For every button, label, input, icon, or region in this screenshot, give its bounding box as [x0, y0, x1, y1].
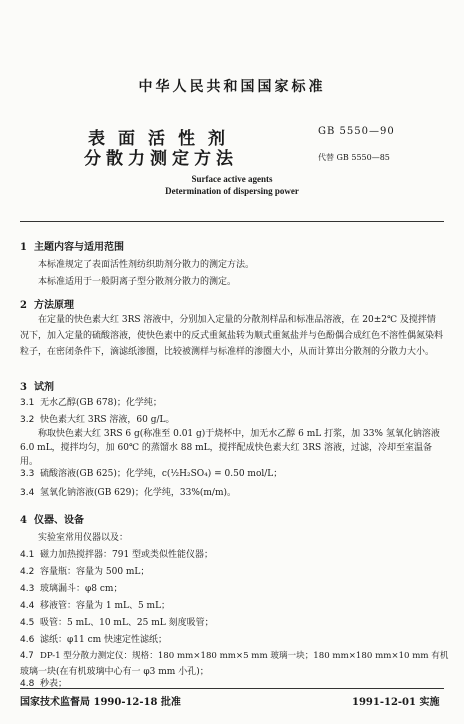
- list-item: [20, 649, 448, 661]
- item-number: 4.5: [20, 618, 35, 628]
- title-line-1: 表面活性剂: [88, 129, 238, 149]
- section-1-heading: [20, 238, 124, 253]
- list-item: [20, 615, 214, 628]
- list-item: [20, 547, 213, 560]
- item-text: DP-1 型分散力测定仪：规格：180 mm×180 mm×5 mm 玻璃一块；180 mm×180 mm×10 mm 有机: [40, 651, 449, 661]
- section-2-text: 在定量的快色素大红 3RS 溶液中，分别加入定量的分散剂样品和标准品溶液，在 20±2℃ 及搅拌情况下，加入定量的硫酸溶液，使快色素中的反式重氮盐转为顺式重氮盐并与色酚偶合成红色不溶性偶氮染料粒子，在密闭条件下，滴滤纸渗圈，比较被测样与标准样的渗圈大小，从而计算出分散剂的分散力大小。: [20, 315, 444, 357]
- section-number: 3: [20, 382, 27, 393]
- list-item: [20, 485, 236, 498]
- section-2-heading: [20, 296, 74, 311]
- item-number: 4.2: [20, 567, 35, 577]
- top-divider: [20, 221, 444, 222]
- item-number: 4.1: [20, 550, 35, 560]
- standard-code: GB 5550—90: [318, 126, 395, 137]
- national-standard-heading: 中华人民共和国国家标准: [138, 79, 326, 95]
- item-text: 秒表；: [40, 679, 68, 689]
- section-number: 4: [20, 515, 27, 526]
- section-title: 仪器、设备: [34, 515, 84, 526]
- item-number: 3.1: [20, 398, 35, 408]
- english-title-2: Determination of dispersing power: [165, 186, 299, 196]
- list-item: [20, 581, 122, 594]
- replaces-code: 代替 GB 5550—85: [318, 153, 390, 162]
- item-text: 硫酸溶液(GB 625)；化学纯，c(½H₂SO₄) = 0.50 mol/L；: [40, 469, 283, 479]
- item-text: 移液管：容量为 1 mL、5 mL；: [40, 601, 171, 611]
- list-item: [20, 412, 174, 425]
- section-1-paragraph-2: 本标准适用于一般阴离子型分散剂分散力的测定。: [38, 277, 237, 287]
- item-text: 无水乙醇(GB 678)；化学纯；: [40, 398, 162, 408]
- english-title-1: Surface active agents: [191, 174, 273, 184]
- list-item: [20, 466, 282, 479]
- item-number: 4.8: [20, 679, 35, 689]
- section-number: 2: [20, 300, 27, 311]
- list-item: [20, 564, 149, 577]
- item-text: 滤纸：φ11 cm 快速定性滤纸；: [40, 635, 168, 645]
- section-number: 1: [20, 242, 27, 253]
- item-text: 快色素大红 3RS 溶液，60 g/L。: [40, 415, 175, 425]
- item-number: 4.7: [20, 651, 34, 661]
- section-1-paragraph-1: 本标准规定了表面活性剂纺织助剂分散力的测定方法。: [38, 260, 255, 270]
- item-number: 3.4: [20, 488, 35, 498]
- section-title: 方法原理: [34, 300, 74, 311]
- reagent-preparation-text: 称取快色素大红 3RS 6 g(称准至 0.01 g)于烧杯中，加无水乙醇 6 mL 打浆，加 33% 氢氧化钠溶液 6.0 mL，搅拌均匀，加 60℃ 的蒸馏水 88 mL，搅拌配成快色素大红 3RS 溶液，过滤，冷却至室温备用。: [20, 429, 440, 467]
- section-title: 主题内容与适用范围: [34, 242, 124, 253]
- list-item: [20, 598, 170, 611]
- effective-date: 1991-12-01 实施: [352, 697, 440, 708]
- item-text: 吸管：5 mL、10 mL、25 mL 刻度吸管；: [40, 618, 214, 628]
- item-continuation: 玻璃一块(在有机玻璃中心有一 φ3 mm 小孔)；: [20, 667, 209, 677]
- list-item: [20, 395, 162, 408]
- title-line-2: 分散力测定方法: [84, 149, 238, 169]
- list-item: [20, 632, 167, 645]
- item-text: 磁力加热搅拌器：791 型或类似性能仪器；: [40, 550, 214, 560]
- bottom-divider: [20, 688, 444, 689]
- approval-date: 国家技术监督局 1990-12-18 批准: [20, 697, 181, 708]
- item-text: 氢氧化钠溶液(GB 629)；化学纯，33%(m/m)。: [40, 488, 236, 498]
- item-number: 4.4: [20, 601, 35, 611]
- item-number: 4.3: [20, 584, 35, 594]
- section-4-heading: [20, 511, 84, 526]
- item-number: 4.6: [20, 635, 35, 645]
- section-title: 试剂: [34, 382, 54, 393]
- section-4-intro: 实验室常用仪器以及：: [38, 533, 129, 543]
- item-number: 3.2: [20, 415, 35, 425]
- item-number: 3.3: [20, 469, 35, 479]
- section-3-heading: [20, 378, 54, 393]
- item-text: 容量瓶：容量为 500 mL；: [40, 567, 150, 577]
- item-text: 玻璃漏斗：φ8 cm；: [40, 584, 123, 594]
